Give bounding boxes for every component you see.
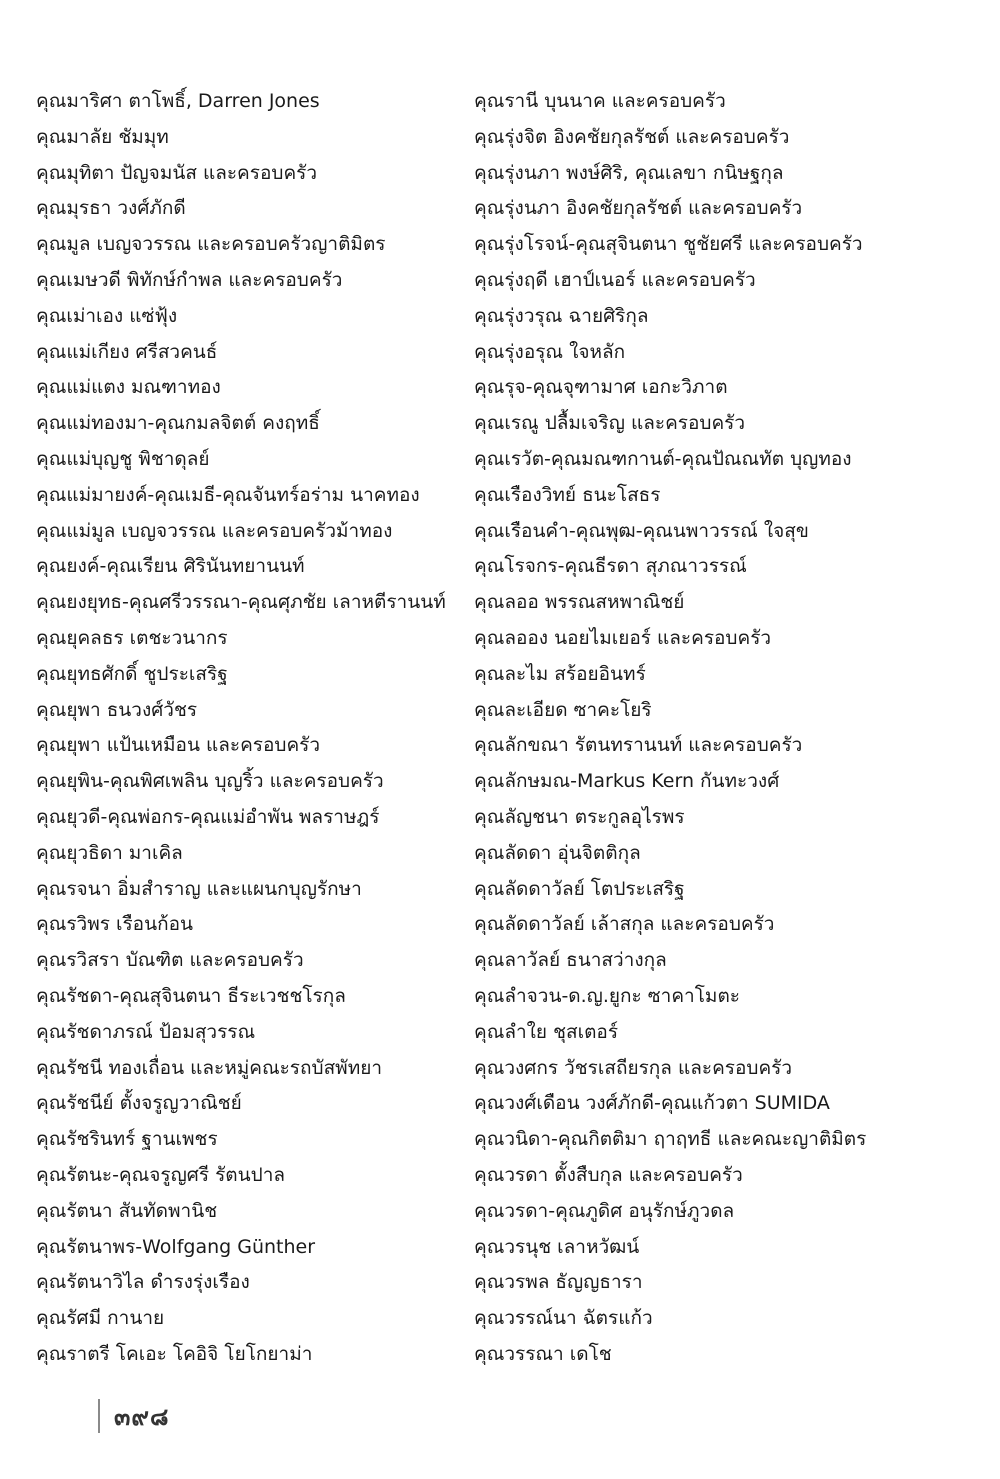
footer-divider	[98, 1399, 100, 1433]
list-item: คุณวรดา-คุณภูดิศ อนุรักษ์ภูวดล	[474, 1199, 735, 1222]
list-item: คุณเรืองวิทย์ ธนะโสธร	[474, 483, 661, 506]
list-item: คุณรัชนี ทองเถื่อน และหมู่คณะรถบัสพัทยา	[36, 1056, 383, 1079]
list-item: คุณเมษวดี พิทักษ์กำพล และครอบครัว	[36, 268, 343, 291]
list-item: คุณยุวดี-คุณพ่อกร-คุณแม่อำพัน พลราษฎร์	[36, 805, 380, 828]
list-item: คุณรุ่งฤดี เฮาป์เนอร์ และครอบครัว	[474, 268, 756, 291]
page-number: ๓๙๘	[114, 1402, 170, 1431]
list-item: คุณยุวธิดา มาเคิล	[36, 841, 183, 864]
list-item: คุณวงศ์เดือน วงศ์ภักดี-คุณแก้วตา SUMIDA	[474, 1092, 830, 1115]
list-item: คุณลัดดาวัลย์ เล้าสกุล และครอบครัว	[474, 913, 775, 936]
list-item: คุณละเอียด ซาคะโยริ	[474, 698, 652, 721]
list-item: คุณรัชนีย์ ตั้งจรูญวาณิชย์	[36, 1092, 242, 1115]
list-item: คุณวนิดา-คุณกิตติมา ฤาฤทธี และคณะญาติมิตร	[474, 1128, 867, 1151]
list-item: คุณมุทิตา ปัญจมนัส และครอบครัว	[36, 161, 318, 184]
list-item: คุณยุคลธร เตชะวนากร	[36, 626, 228, 649]
list-item: คุณลออง นอยไมเยอร์ และครอบครัว	[474, 626, 772, 649]
list-item: คุณมูล เบญจวรรณ และครอบครัวญาติมิตร	[36, 233, 386, 256]
list-item: คุณรัตนา สันทัดพานิช	[36, 1199, 218, 1222]
list-item: คุณรัชดาภรณ์ ป้อมสุวรรณ	[36, 1020, 256, 1043]
list-item: คุณรัศมี กานาย	[36, 1307, 165, 1330]
list-item: คุณวรนุช เลาหวัฒน์	[474, 1235, 640, 1258]
list-item: คุณรัชดา-คุณสุจินตนา ธีระเวชชโรกุล	[36, 984, 346, 1007]
list-item: คุณวรรณา เดโช	[474, 1342, 612, 1365]
list-item: คุณเรวัต-คุณมณฑกานต์-คุณปัณณทัต บุญทอง	[474, 447, 852, 470]
list-item: คุณรุ่งนภา อิงคชัยกุลรัชต์ และครอบครัว	[474, 197, 803, 220]
list-item: คุณลัดดา อุ่นจิตติกุล	[474, 841, 641, 864]
list-item: คุณเรณู ปลื้มเจริญ และครอบครัว	[474, 412, 746, 435]
page-footer	[98, 1398, 170, 1434]
names-list-left	[36, 84, 466, 1373]
list-item: คุณละไม สร้อยอินทร์	[474, 662, 646, 685]
list-item: คุณลักขณา รัตนทรานนท์ และครอบครัว	[474, 734, 803, 757]
list-item: คุณลออ พรรณสหพาณิชย์	[474, 591, 685, 614]
list-item: คุณรุ่งโรจน์-คุณสุจินตนา ชูชัยศรี และครอบครัว	[474, 233, 863, 256]
list-item: คุณรวิสรา บัณฑิต และครอบครัว	[36, 949, 304, 972]
list-item: คุณรุ่งนภา พงษ์ศิริ, คุณเลขา กนิษฐกุล	[474, 161, 784, 184]
list-item: คุณราตรี โคเอะ โคอิจิ โยโกยาม่า	[36, 1342, 313, 1365]
names-list-right	[474, 84, 974, 1373]
list-item: คุณลัดดาวัลย์ โตประเสริฐ	[474, 877, 685, 900]
list-item: คุณรัตนาวิไล ดำรงรุ่งเรือง	[36, 1271, 250, 1294]
list-item: คุณแม่มายงค์-คุณเมธี-คุณจันทร์อร่าม นาคทอง	[36, 483, 420, 506]
list-item: คุณยุทธศักดิ์ ชูประเสริฐ	[36, 662, 228, 685]
list-item: คุณรุ่งจิต อิงคชัยกุลรัชต์ และครอบครัว	[474, 125, 790, 148]
list-item: คุณแม่เกียง ศรีสวคนธ์	[36, 340, 218, 363]
list-item: คุณแม่แตง มณฑาทอง	[36, 376, 221, 399]
list-item: คุณวรพล ธัญญธารา	[474, 1271, 643, 1294]
list-item: คุณรัตนาพร-Wolfgang Günther	[36, 1235, 316, 1258]
list-item: คุณแม่มูล เบญจวรรณ และครอบครัวม้าทอง	[36, 519, 393, 542]
list-item: คุณลักษมณ-Markus Kern กันทะวงศ์	[474, 770, 780, 793]
list-item: คุณยุพา ธนวงศ์วัชร	[36, 698, 198, 721]
list-item: คุณรจนา อิ่มสำราญ และแผนกบุญรักษา	[36, 877, 362, 900]
list-item: คุณยงค์-คุณเรียน ศิรินันทยานนท์	[36, 555, 305, 578]
list-item: คุณยุพิน-คุณพิศเพลิน บุญริ้ว และครอบครัว	[36, 770, 384, 793]
list-item: คุณลำใย ชุสเตอร์	[474, 1020, 619, 1043]
list-item: คุณมาลัย ชัมมุท	[36, 125, 169, 148]
list-item: คุณยุพา แป้นเหมือน และครอบครัว	[36, 734, 321, 757]
list-item: คุณลำจวน-ด.ญ.ยูกะ ซาคาโมตะ	[474, 984, 740, 1007]
list-item: คุณแม่บุญชู พิชาดุลย์	[36, 447, 210, 470]
list-item: คุณแม่ทองมา-คุณกมลจิตต์ คงฤทธิ์	[36, 412, 320, 435]
list-item: คุณลัญชนา ตระกูลอุไรพร	[474, 805, 685, 828]
list-item: คุณรัตนะ-คุณจรูญศรี รัตนปาล	[36, 1163, 286, 1186]
list-item: คุณรัชรินทร์ ฐานเพชร	[36, 1128, 218, 1151]
list-item: คุณวรรณ์นา ฉัตรแก้ว	[474, 1307, 653, 1330]
list-item: คุณเรือนคำ-คุณพุฒ-คุณนพาวรรณ์ ใจสุข	[474, 519, 809, 542]
list-item: คุณมาริศา ตาโพธิ์, Darren Jones	[36, 90, 320, 112]
list-item: คุณเม่าเอง แซ่ฟุ้ง	[36, 304, 178, 327]
list-item: คุณมุรธา วงศ์ภักดี	[36, 197, 186, 220]
list-item: คุณรานี บุนนาค และครอบครัว	[474, 90, 726, 112]
list-item: คุณรุจ-คุณจุฑามาศ เอกะวิภาต	[474, 376, 728, 399]
list-item: คุณโรจกร-คุณธีรดา สุภณาวรรณ์	[474, 555, 747, 578]
list-item: คุณลาวัลย์ ธนาสว่างกุล	[474, 949, 667, 972]
list-item: คุณวงศกร วัชรเสถียรกุล และครอบครัว	[474, 1056, 793, 1079]
list-item: คุณยงยุทธ-คุณศรีวรรณา-คุณศุภชัย เลาหตีรานนท์	[36, 591, 446, 614]
list-item: คุณรุ่งวรุณ ฉายศิริกุล	[474, 304, 649, 327]
list-item: คุณรุ่งอรุณ ใจหลัก	[474, 340, 626, 363]
list-item: คุณรวิพร เรือนก้อน	[36, 913, 193, 936]
list-item: คุณวรดา ตั้งสืบกุล และครอบครัว	[474, 1163, 743, 1186]
